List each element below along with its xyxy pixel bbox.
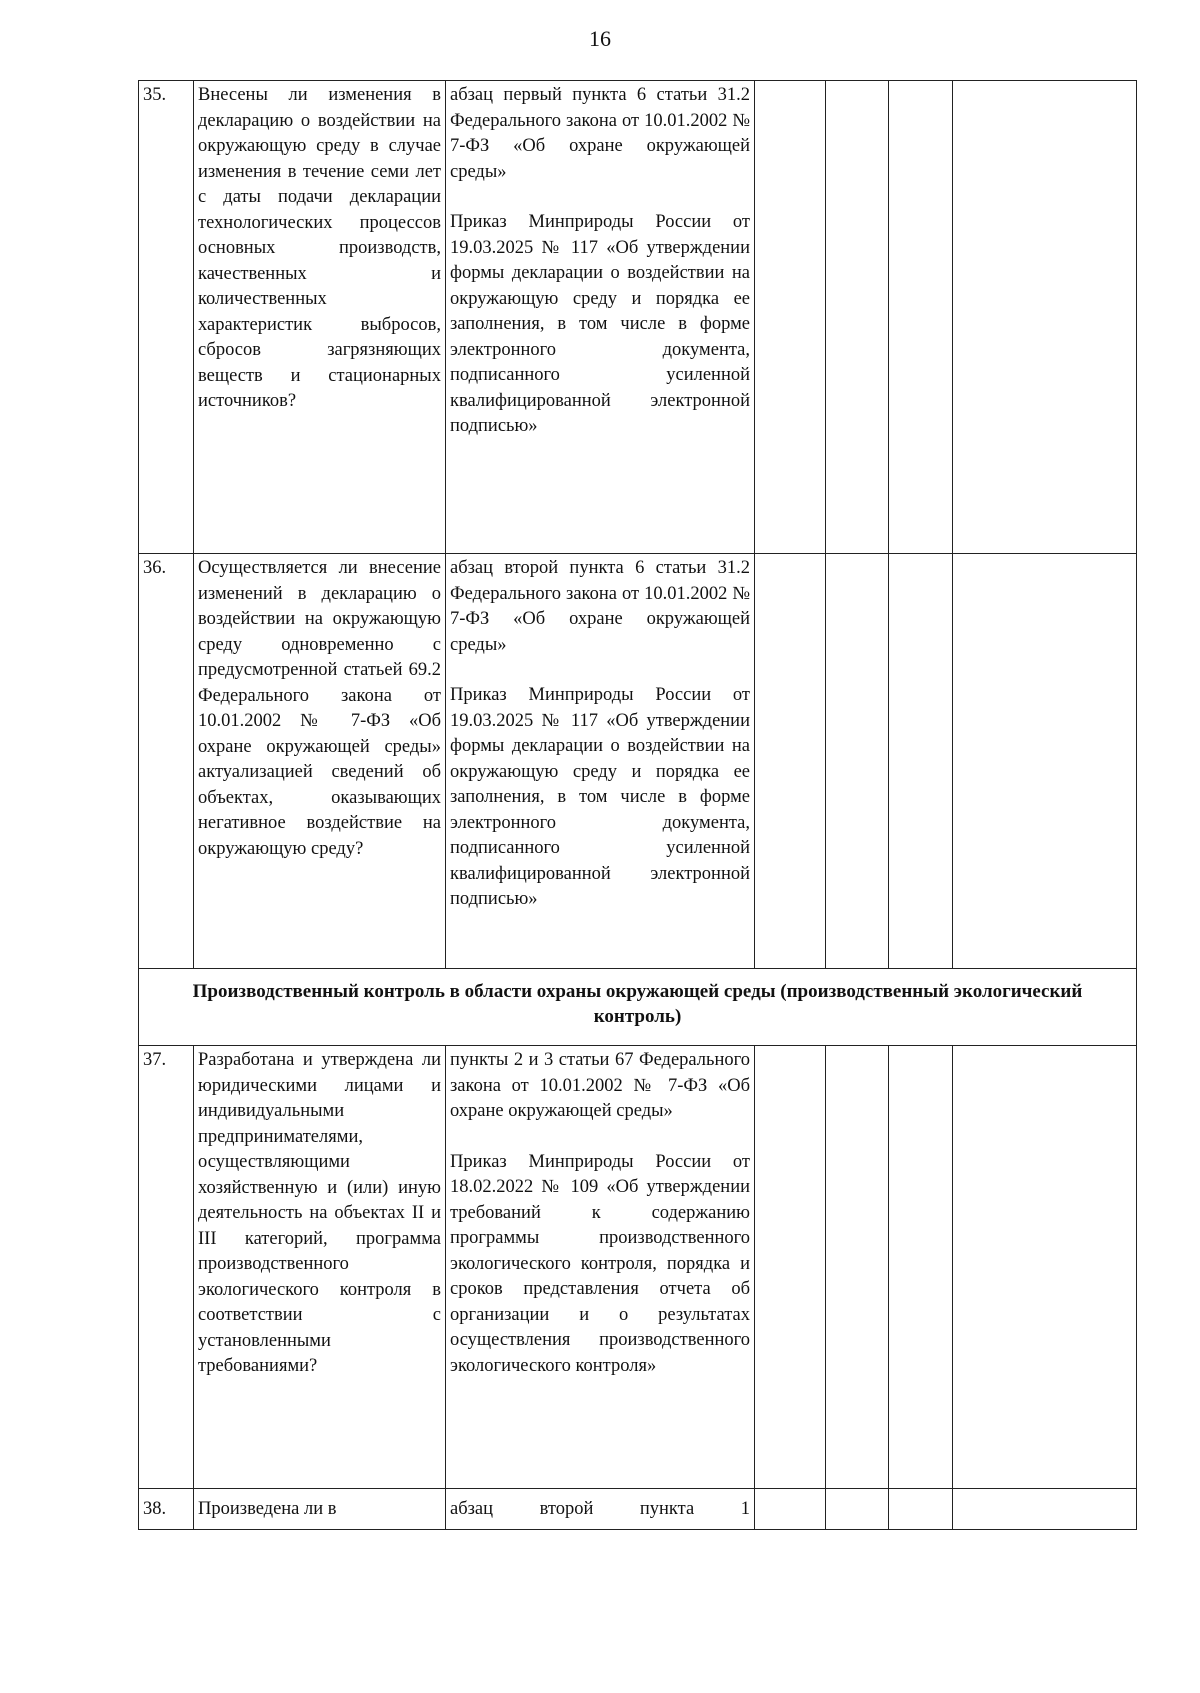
table-row	[139, 1489, 1137, 1530]
row-number: 36.	[139, 554, 194, 969]
notes-cell	[953, 554, 1137, 969]
table-row	[139, 1046, 1137, 1489]
notes-cell	[953, 81, 1137, 554]
answer-cell	[755, 81, 826, 554]
answer-cell	[755, 1046, 826, 1489]
section-row	[139, 969, 1137, 1046]
reference-cell	[446, 554, 755, 969]
law-reference: пункты 2 и 3 статьи 67 Федерального закона от 10.01.2002 № 7-ФЗ «Об охране окружающей среды»	[450, 1050, 750, 1121]
law-reference: абзац первый пункта 6 статьи 31.2 Федерального закона от 10.01.2002 № 7-ФЗ «Об охране окружающей среды»	[450, 85, 750, 182]
reference-cell	[446, 81, 755, 554]
answer-cell	[889, 554, 953, 969]
row-number: 35.	[139, 81, 194, 554]
answer-cell	[826, 1489, 889, 1530]
section-heading: Производственный контроль в области охраны окружающей среды (производственный экологический контроль)	[139, 969, 1137, 1046]
answer-cell	[755, 554, 826, 969]
row-number: 37.	[139, 1046, 194, 1489]
answer-cell	[826, 1046, 889, 1489]
answer-cell	[826, 81, 889, 554]
table-row	[139, 81, 1137, 554]
question-cell: Осуществляется ли внесение изменений в декларацию о воздействии на окружающую среду одновременно с предусмотренной статьей 69.2 Федерального закона от 10.01.2002 № 7-ФЗ «Об охране окружающей среды» актуализацией сведений об объектах, оказывающих негативное воздействие на окружающую среду?	[194, 554, 446, 969]
answer-cell	[889, 81, 953, 554]
question-cell: Внесены ли изменения в декларацию о воздействии на окружающую среду в случае изменения в течение семи лет с даты подачи декларации технологических процессов основных производств, качественных и количественных характеристик выбросов, сбросов загрязняющих веществ и стационарных источников?	[194, 81, 446, 554]
law-reference: абзац второй пункта 6 статьи 31.2 Федерального закона от 10.01.2002 № 7-ФЗ «Об охране окружающей среды»	[450, 558, 750, 655]
answer-cell	[889, 1489, 953, 1530]
table-row	[139, 554, 1137, 969]
answer-cell	[755, 1489, 826, 1530]
reference-cell: абзац второй пункта 1	[446, 1489, 755, 1530]
checklist-table	[138, 80, 1137, 1530]
order-reference: Приказ Минприроды России от 19.03.2025 № 117 «Об утверждении формы декларации о воздействии на окружающую среду и порядка ее заполнения, в том числе в форме электронного документа, подписанного усиленной квалифицированной электронной подписью»	[450, 685, 750, 909]
notes-cell	[953, 1489, 1137, 1530]
question-cell: Разработана и утверждена ли юридическими лицами и индивидуальными предпринимателями, осуществляющими хозяйственную и (или) иную деятельность на объектах II и III категорий, программа производственного экологического контроля в соответствии с установленными требованиями?	[194, 1046, 446, 1489]
row-number: 38.	[139, 1489, 194, 1530]
question-cell: Произведена ли в	[194, 1489, 446, 1530]
order-reference: Приказ Минприроды России от 18.02.2022 № 109 «Об утверждении требований к содержанию программы производственного экологического контроля, порядка и сроков представления отчета об организации и о результатах осуществления производственного экологического контроля»	[450, 1151, 750, 1376]
reference-cell	[446, 1046, 755, 1489]
answer-cell	[889, 1046, 953, 1489]
answer-cell	[826, 554, 889, 969]
page-number: 16	[589, 26, 611, 51]
notes-cell	[953, 1046, 1137, 1489]
order-reference: Приказ Минприроды России от 19.03.2025 № 117 «Об утверждении формы декларации о воздействии на окружающую среду и порядка ее заполнения, в том числе в форме электронного документа, подписанного усиленной квалифицированной электронной подписью»	[450, 212, 750, 436]
